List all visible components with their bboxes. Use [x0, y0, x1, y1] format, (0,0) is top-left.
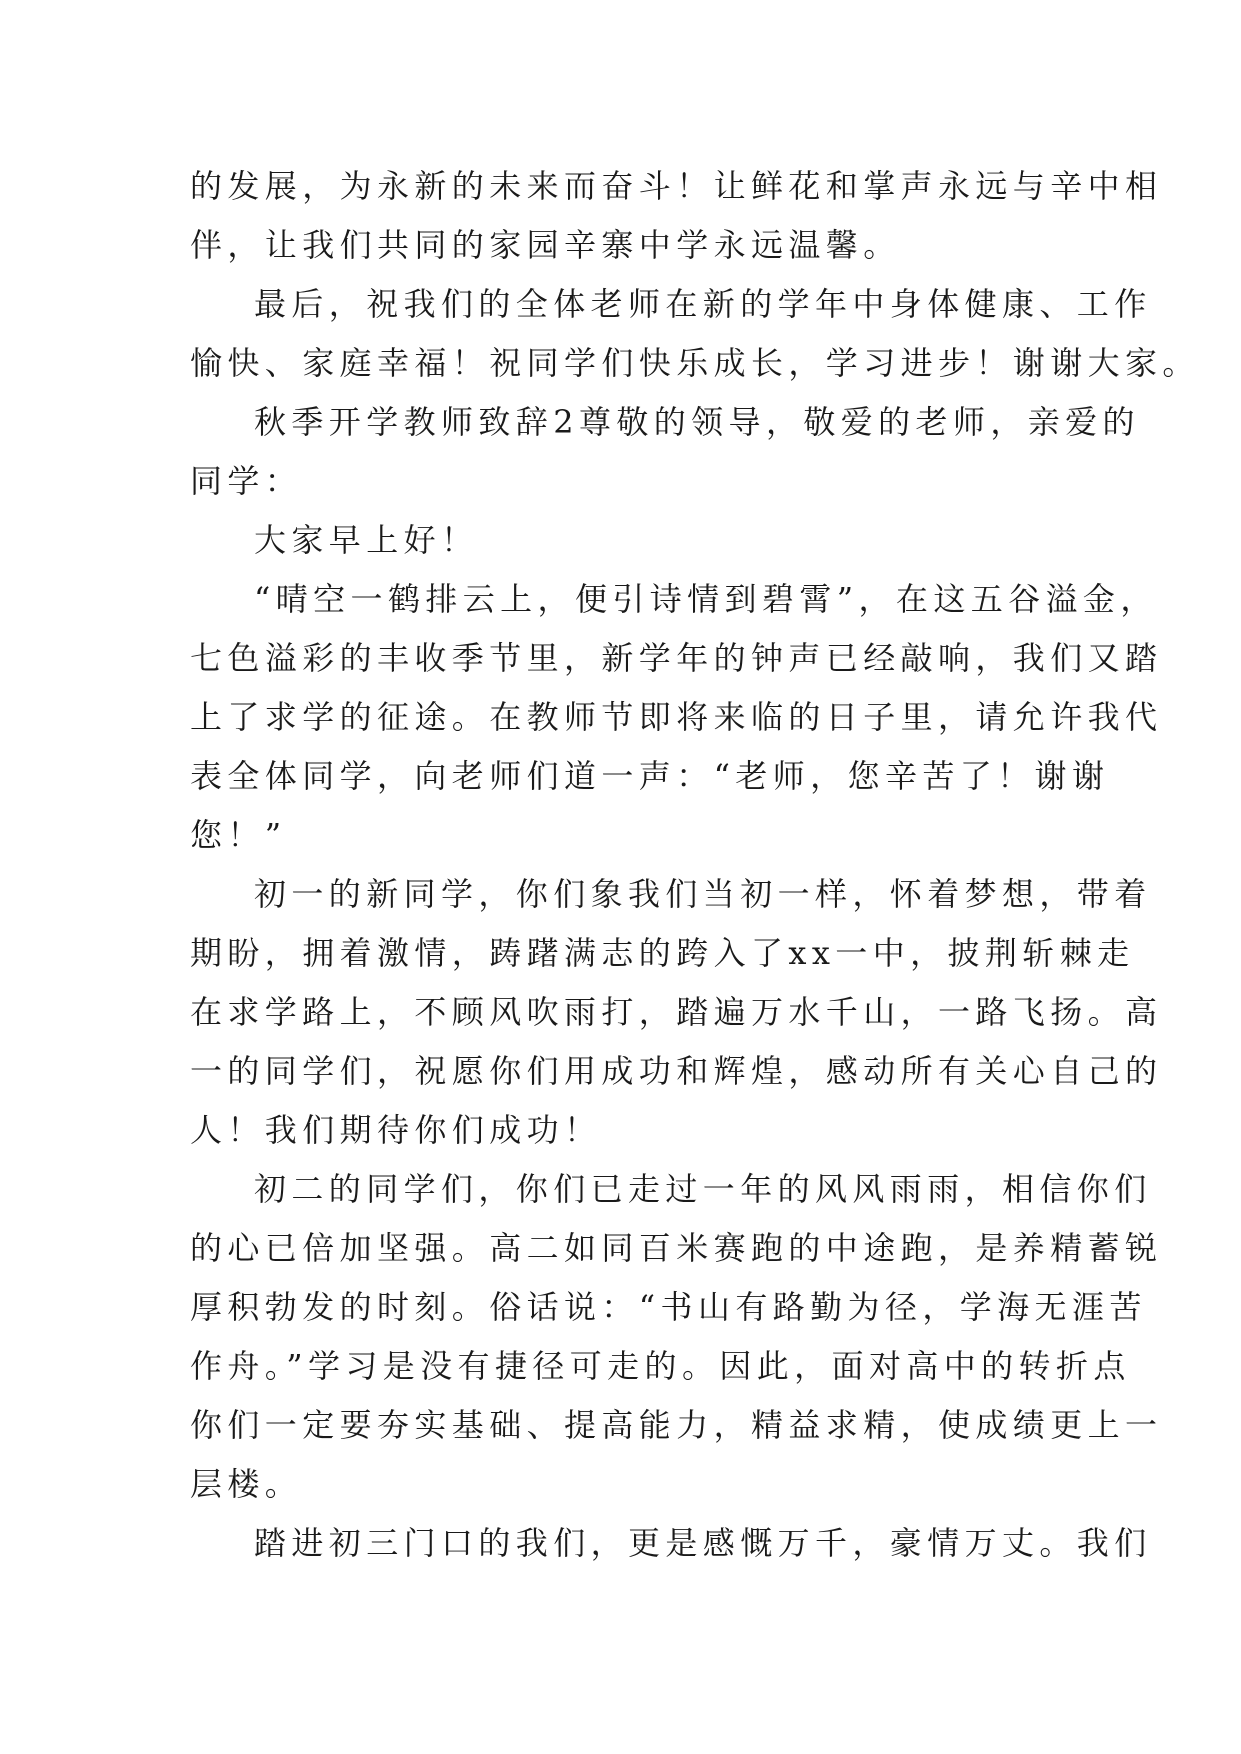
text-line: 你们一定要夯实基础、提高能力，精益求精，使成绩更上一 — [190, 1406, 1163, 1444]
text-line: 厚积勃发的时刻。俗话说：“书山有路勤为径，学海无涯苦 — [190, 1288, 1147, 1326]
paragraph-start-line: 大家早上好！ — [254, 521, 479, 559]
paragraph-start-line: 初二的同学们，你们已走过一年的风风雨雨，相信你们 — [254, 1170, 1152, 1208]
text-line: 的心已倍加坚强。高二如同百米赛跑的中途跑，是养精蓄锐 — [190, 1229, 1163, 1267]
text-line: 表全体同学，向老师们道一声：“老师，您辛苦了！谢谢 — [190, 757, 1110, 795]
text-line: 您！” — [190, 816, 287, 854]
paragraph-start-line: 初一的新同学，你们象我们当初一样，怀着梦想，带着 — [254, 875, 1152, 913]
text-line: 层楼。 — [190, 1465, 303, 1503]
paragraph-start-line: 最后，祝我们的全体老师在新的学年中身体健康、工作 — [254, 285, 1152, 323]
paragraph-start-line: 踏进初三门口的我们，更是感慨万千，豪情万丈。我们 — [254, 1524, 1152, 1562]
text-line: 愉快、家庭幸福！祝同学们快乐成长，学习进步！谢谢大家。 — [190, 344, 1200, 382]
text-line: 的发展，为永新的未来而奋斗！让鲜花和掌声永远与辛中相 — [190, 167, 1163, 205]
text-line: 七色溢彩的丰收季节里，新学年的钟声已经敲响，我们又踏 — [190, 639, 1163, 677]
text-line: 作舟。”学习是没有捷径可走的。因此，面对高中的转折点 — [190, 1347, 1131, 1385]
text-line: 期盼，拥着激情，踌躇满志的跨入了xx一中，披荆斩棘走 — [190, 934, 1135, 972]
text-line: 一的同学们，祝愿你们用成功和辉煌，感动所有关心自己的 — [190, 1052, 1163, 1090]
paragraph-start-line: “晴空一鹤排云上，便引诗情到碧霄”，在这五谷溢金， — [254, 580, 1158, 618]
paragraph-start-line: 秋季开学教师致辞2尊敬的领导，敬爱的老师，亲爱的 — [254, 403, 1140, 441]
text-line: 上了求学的征途。在教师节即将来临的日子里，请允许我代 — [190, 698, 1163, 736]
text-line: 伴，让我们共同的家园辛寨中学永远温馨。 — [190, 226, 901, 264]
text-line: 同学： — [190, 462, 303, 500]
text-line: 在求学路上，不顾风吹雨打，踏遍万水千山，一路飞扬。高 — [190, 993, 1163, 1031]
text-line: 人！我们期待你们成功！ — [190, 1111, 602, 1149]
